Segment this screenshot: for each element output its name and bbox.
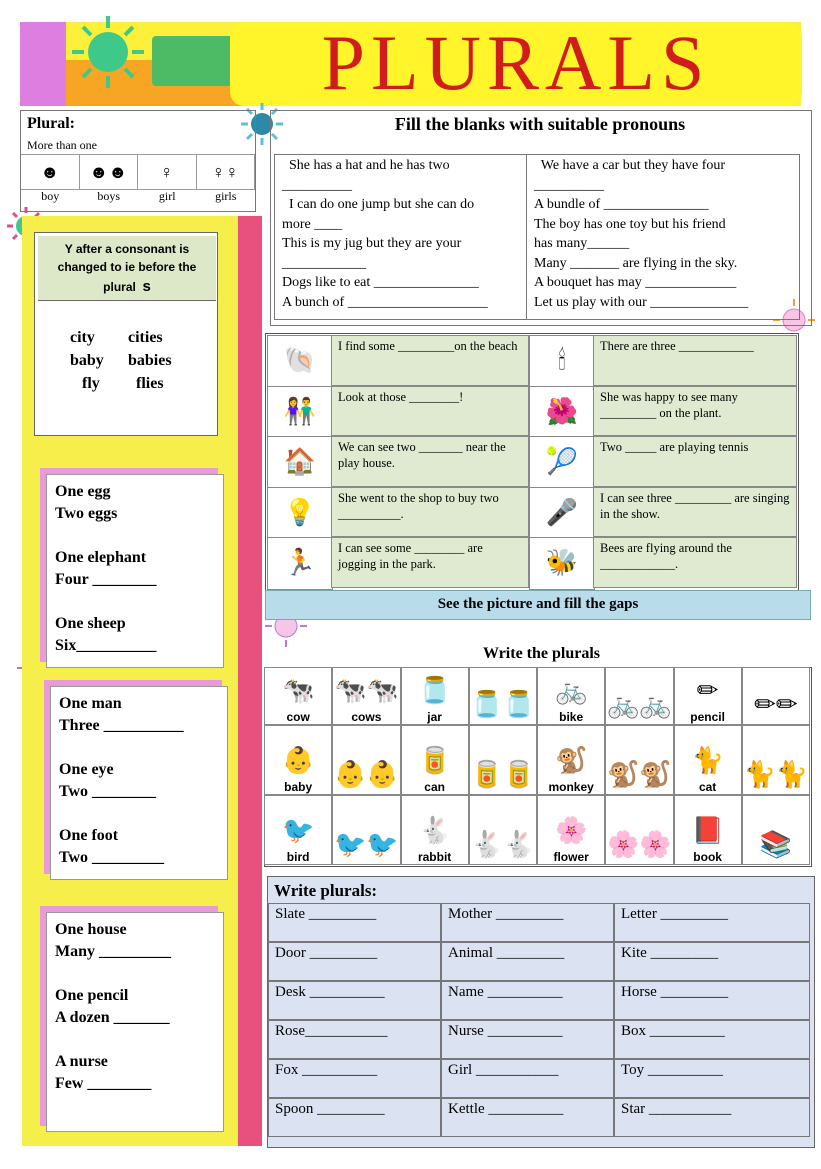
fill-line: The boy has one toy but his friend [534, 216, 726, 232]
exercise-lines [51, 687, 227, 869]
rabbits-icon: 🐇🐇 [470, 830, 536, 859]
girls-icon: ♀♀ [197, 155, 256, 189]
exercise-lines [47, 475, 223, 657]
candles-icon: 🕯 [529, 335, 595, 388]
exercise-line: One pencil [55, 987, 129, 1004]
exercise-spacer [59, 803, 227, 825]
exercise-box-1 [46, 474, 224, 668]
plural-label: boys [97, 189, 121, 203]
books-icon: 📚 [759, 830, 793, 859]
sun-icon [70, 14, 146, 90]
picture-cell [605, 667, 673, 725]
plural-subtitle: More than one [27, 138, 97, 152]
exercise-line: Two _________ [59, 849, 165, 866]
rule-singular: fly [82, 375, 100, 392]
bird-icon: 🐦 [281, 816, 315, 845]
exercise-line: One man [59, 695, 122, 712]
plural-label: boy [41, 189, 60, 203]
fill-blanks-title: Fill the blanks with suitable pronouns [394, 114, 686, 134]
cats-icon: 🐈🐈 [743, 760, 809, 789]
picture-cell [674, 667, 742, 725]
exercise-lines [47, 913, 223, 1095]
rule-letter: s [142, 278, 151, 295]
fill-line: This is my jug but they are your [282, 236, 462, 251]
picture-sentence: She went to the shop to buy two __________. [331, 487, 529, 538]
flower-girl-icon: 🌺 [529, 386, 595, 439]
exercise-line: Six__________ [55, 637, 157, 654]
monkey-icon: 🐒 [554, 746, 588, 775]
exercise-spacer [55, 591, 223, 613]
exercise-line: One sheep [55, 615, 126, 632]
exercise-line: A dozen _______ [55, 1009, 170, 1026]
picture-sentence: There are three ____________ [593, 335, 797, 386]
plural-image-row [21, 154, 255, 190]
bike-icon: 🚲 [554, 676, 588, 705]
write-plurals-item: Box __________ [614, 1020, 810, 1059]
picture-cell [605, 725, 673, 795]
playhouse-icon: 🏠 [267, 436, 333, 489]
write-the-plurals-title: Write the plurals [482, 645, 601, 662]
exercise-line: Four ________ [55, 571, 157, 588]
fill-line: She has a hat and he has two [282, 158, 450, 173]
write-plurals-item: Kite _________ [614, 942, 810, 981]
exercise-box-3 [46, 912, 224, 1132]
exercise-line: One elephant [55, 549, 147, 566]
picture-cell [332, 667, 400, 725]
children-icon: 👫 [267, 386, 333, 439]
exercise-line: One egg [55, 483, 111, 500]
picture-label: cow [286, 710, 310, 724]
jar-icon: 🫙 [418, 676, 451, 705]
picture-label: jar [427, 710, 442, 724]
picture-sentence: We can see two _______ near the play house. [331, 436, 529, 487]
pencils-icon: ✏✏ [754, 690, 798, 719]
picture-label: can [424, 780, 445, 794]
write-plurals-item: Mother _________ [441, 903, 614, 942]
picture-label: bird [286, 850, 310, 864]
write-plurals-item: Toy __________ [614, 1059, 810, 1098]
fill-line: I can do one jump but she can do [282, 197, 475, 212]
fill-blanks-right [534, 156, 796, 312]
exercise-spacer [55, 1029, 223, 1051]
rule-plural: babies [128, 352, 172, 369]
cans-icon: 🥫🥫 [470, 760, 536, 789]
rule-singular: city [70, 329, 95, 346]
rule-line: Y after a consonant is [64, 242, 190, 256]
fill-blanks-divider [526, 154, 527, 320]
rule-examples [70, 326, 172, 395]
fill-line: __________ [282, 177, 352, 193]
exercise-line: Two eggs [55, 505, 118, 522]
shell-icon: 🐚 [267, 335, 333, 388]
picture-sentence: Bees are flying around the ____________. [593, 537, 797, 588]
write-plurals-item: Horse _________ [614, 981, 810, 1020]
header-magenta-block [20, 22, 66, 106]
exercise-spacer [59, 737, 227, 759]
picture-sentence: Look at those ________! [331, 386, 529, 437]
picture-cell [401, 667, 469, 725]
write-plurals-item: Star ___________ [614, 1098, 810, 1137]
exercise-line: One house [55, 921, 127, 938]
book-icon: 📕 [691, 816, 724, 845]
rule-heading [38, 236, 216, 301]
picture-cell [742, 667, 810, 725]
picture-cell [605, 795, 673, 865]
write-plurals-item: Letter _________ [614, 903, 810, 942]
picture-label: cows [351, 710, 382, 724]
picture-label: bike [559, 710, 584, 724]
picture-label: rabbit [417, 850, 452, 864]
cat-icon: 🐈 [691, 746, 724, 775]
picture-cell [674, 795, 742, 865]
flower-icon: 🌸 [554, 816, 588, 845]
fill-line: has many______ [534, 236, 630, 251]
jars-icon: 🫙🫙 [470, 690, 536, 719]
picture-sentence: I can see three _________ are singing in the show. [593, 487, 797, 538]
rule-line: changed to ie before the [57, 260, 197, 274]
fill-line: Dogs like to eat _______________ [282, 275, 479, 290]
rule-line: plural [103, 280, 136, 294]
picture-cell [264, 667, 332, 725]
pencil-icon: ✏ [696, 676, 719, 705]
lamps-icon: 💡 [267, 487, 333, 540]
picture-cell [264, 795, 332, 865]
picture-sentence: I find some _________on the beach [331, 335, 529, 386]
cow-icon: 🐄 [281, 676, 315, 705]
cows-icon: 🐄🐄 [334, 676, 399, 705]
fill-line: Many _______ are flying in the sky. [534, 255, 738, 271]
exercise-line: Three __________ [59, 717, 184, 734]
picture-label: cat [698, 780, 717, 794]
plural-definition-box [20, 110, 256, 212]
babies-icon: 👶👶 [334, 760, 399, 789]
fill-blanks-left [282, 156, 522, 312]
flowers-icon: 🌸🌸 [607, 830, 672, 859]
write-plurals-item: Spoon _________ [268, 1098, 441, 1137]
picture-cell [469, 795, 537, 865]
exercise-spacer [55, 525, 223, 547]
picture-cell [742, 795, 810, 865]
picture-cell [401, 725, 469, 795]
write-plurals-item: Fox __________ [268, 1059, 441, 1098]
exercise-box-2 [50, 686, 228, 880]
write-plurals-item: Kettle __________ [441, 1098, 614, 1137]
fill-line: ____________ [282, 255, 366, 271]
write-plurals-item: Animal _________ [441, 942, 614, 981]
rule-plural: flies [136, 375, 164, 392]
fill-line: A bundle of _______________ [534, 197, 709, 212]
picture-cell [742, 725, 810, 795]
picture-label: book [693, 850, 722, 864]
write-plurals-item: Name __________ [441, 981, 614, 1020]
plural-labels [21, 189, 255, 204]
monkeys-icon: 🐒🐒 [607, 760, 672, 789]
picture-sentence: I can see some ________ are jogging in the park. [331, 537, 529, 588]
page-title: PLURALS [321, 19, 711, 106]
picture-caption: See the picture and fill the gaps [265, 590, 811, 620]
write-plurals-item: Door _________ [268, 942, 441, 981]
girl-icon: ♀ [138, 155, 197, 189]
write-plurals-item: Desk __________ [268, 981, 441, 1020]
fill-line: We have a car but they have four [534, 158, 726, 173]
plural-title: Plural: [27, 115, 75, 132]
write-plurals-item: Nurse __________ [441, 1020, 614, 1059]
picture-cell [469, 725, 537, 795]
left-column-stripe [238, 216, 262, 1146]
tennis-icon: 🎾 [529, 436, 595, 489]
exercise-line: One foot [59, 827, 119, 844]
picture-cell [537, 725, 605, 795]
picture-cell [537, 667, 605, 725]
fill-line: A bouquet has may _____________ [534, 275, 737, 290]
picture-sentence: Two _____ are playing tennis [593, 436, 797, 487]
write-plurals-item: Girl ___________ [441, 1059, 614, 1098]
picture-cell [332, 725, 400, 795]
picture-cell [537, 795, 605, 865]
exercise-line: Two ________ [59, 783, 157, 800]
rule-singular: baby [70, 352, 104, 369]
boys-icon: ☻☻ [80, 155, 139, 189]
write-plurals-item: Rose___________ [268, 1020, 441, 1059]
birds-icon: 🐦🐦 [334, 830, 399, 859]
picture-label: pencil [690, 710, 725, 724]
baby-icon: 👶 [281, 746, 315, 775]
bikes-icon: 🚲🚲 [607, 690, 672, 719]
picture-cell [469, 667, 537, 725]
fill-line: A bunch of ____________________ [282, 294, 488, 310]
exercise-line: Many _________ [55, 943, 171, 960]
exercise-line: Few ________ [55, 1075, 152, 1092]
plural-label: girl [158, 189, 176, 203]
bees-icon: 🐝 [529, 537, 595, 590]
write-plurals-item: Slate _________ [268, 903, 441, 942]
fill-line: Let us play with our ______________ [534, 294, 749, 310]
fill-line: __________ [534, 177, 604, 193]
picture-cell [674, 725, 742, 795]
joggers-icon: 🏃 [267, 537, 333, 590]
rule-plural: cities [128, 329, 163, 346]
exercise-line: A nurse [55, 1053, 108, 1070]
picture-cell [264, 725, 332, 795]
write-plurals-title: Write plurals: [274, 881, 378, 900]
picture-cell [401, 795, 469, 865]
can-icon: 🥫 [418, 746, 451, 775]
fill-line: more ____ [282, 216, 343, 232]
picture-label: baby [284, 780, 313, 794]
picture-label: monkey [548, 780, 594, 794]
boy-icon: ☻ [21, 155, 80, 189]
picture-cell [332, 795, 400, 865]
picture-sentence: She was happy to see many _________ on the plant. [593, 386, 797, 437]
exercise-spacer [55, 963, 223, 985]
singers-icon: 🎤 [529, 487, 595, 540]
plural-label: girls [215, 189, 237, 203]
rabbit-icon: 🐇 [418, 816, 451, 845]
exercise-line: One eye [59, 761, 114, 778]
picture-label: flower [553, 850, 589, 864]
